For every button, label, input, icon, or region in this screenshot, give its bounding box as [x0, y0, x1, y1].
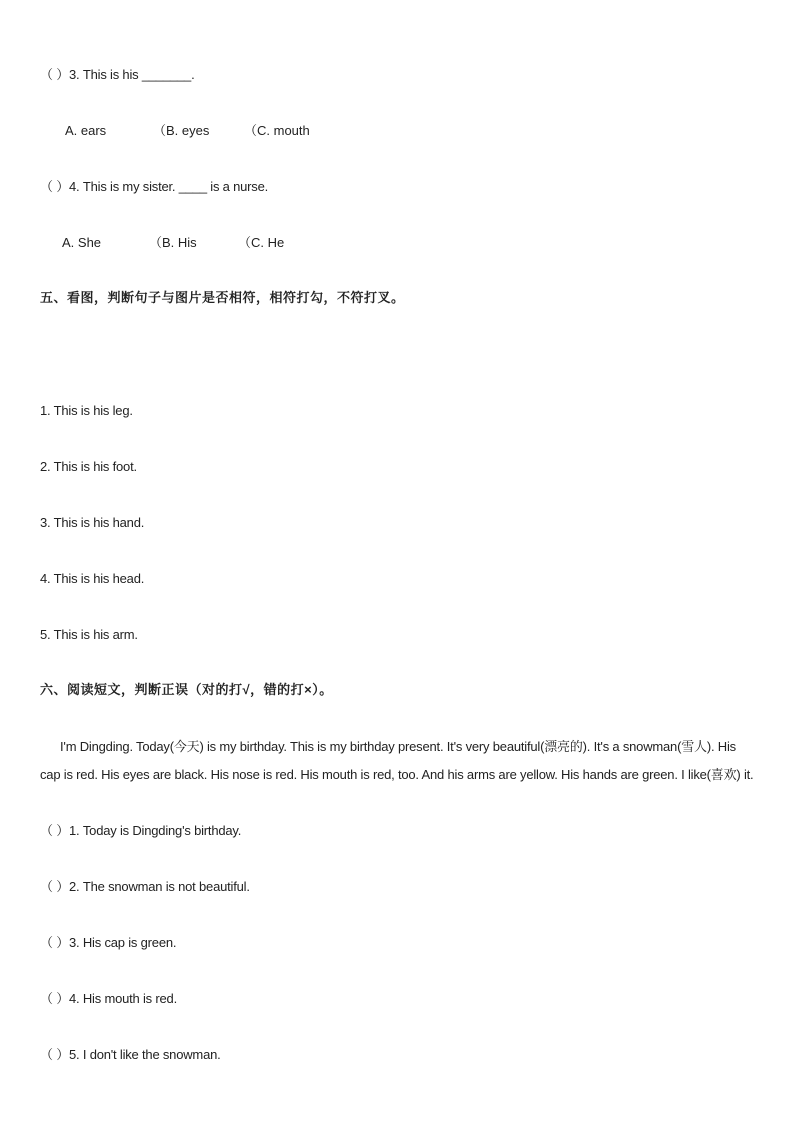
- question-4-stem: （ ）4. This is my sister. ____ is a nurse.: [40, 179, 269, 194]
- statement-3: 3. This is his hand.: [40, 515, 145, 530]
- judgement-3: （ ）3. His cap is green.: [40, 935, 177, 950]
- judgement-1: （ ）1. Today is Dingding's birthday.: [40, 823, 242, 838]
- section-heading-picture-judgement: 五、看图，判断句子与图片是否相符，相符打勾，不符打叉。: [40, 290, 405, 305]
- reading-passage: I'm Dingding. Today(今天) is my birthday. This is my birthday present. It's very beautiful(漂亮的). It's a snowman(雪人). His cap is red. His eyes are black. His nose is red. His mouth is red, too. And his arms are yellow. His hands are green. I like(喜欢) it.: [40, 739, 754, 782]
- question-4-option-c: （C. He: [238, 235, 285, 250]
- question-3-option-a: A. ears: [65, 123, 107, 138]
- judgement-4: （ ）4. His mouth is red.: [40, 991, 177, 1006]
- question-3-option-b: （B. eyes: [153, 123, 210, 138]
- statement-2: 2. This is his foot.: [40, 459, 137, 474]
- question-3-option-c: （C. mouth: [244, 123, 310, 138]
- question-4-option-b: （B. His: [149, 235, 197, 250]
- judgement-2: （ ）2. The snowman is not beautiful.: [40, 879, 250, 894]
- statement-5: 5. This is his arm.: [40, 627, 138, 642]
- statement-1: 1. This is his leg.: [40, 403, 133, 418]
- question-4-option-a: A. She: [62, 235, 102, 250]
- section-heading-reading: 六、阅读短文，判断正误（对的打√，错的打×）。: [40, 682, 333, 697]
- statement-4: 4. This is his head.: [40, 571, 145, 586]
- question-3-stem: （ ）3. This is his _______.: [40, 67, 195, 82]
- judgement-5: （ ）5. I don't like the snowman.: [40, 1047, 221, 1062]
